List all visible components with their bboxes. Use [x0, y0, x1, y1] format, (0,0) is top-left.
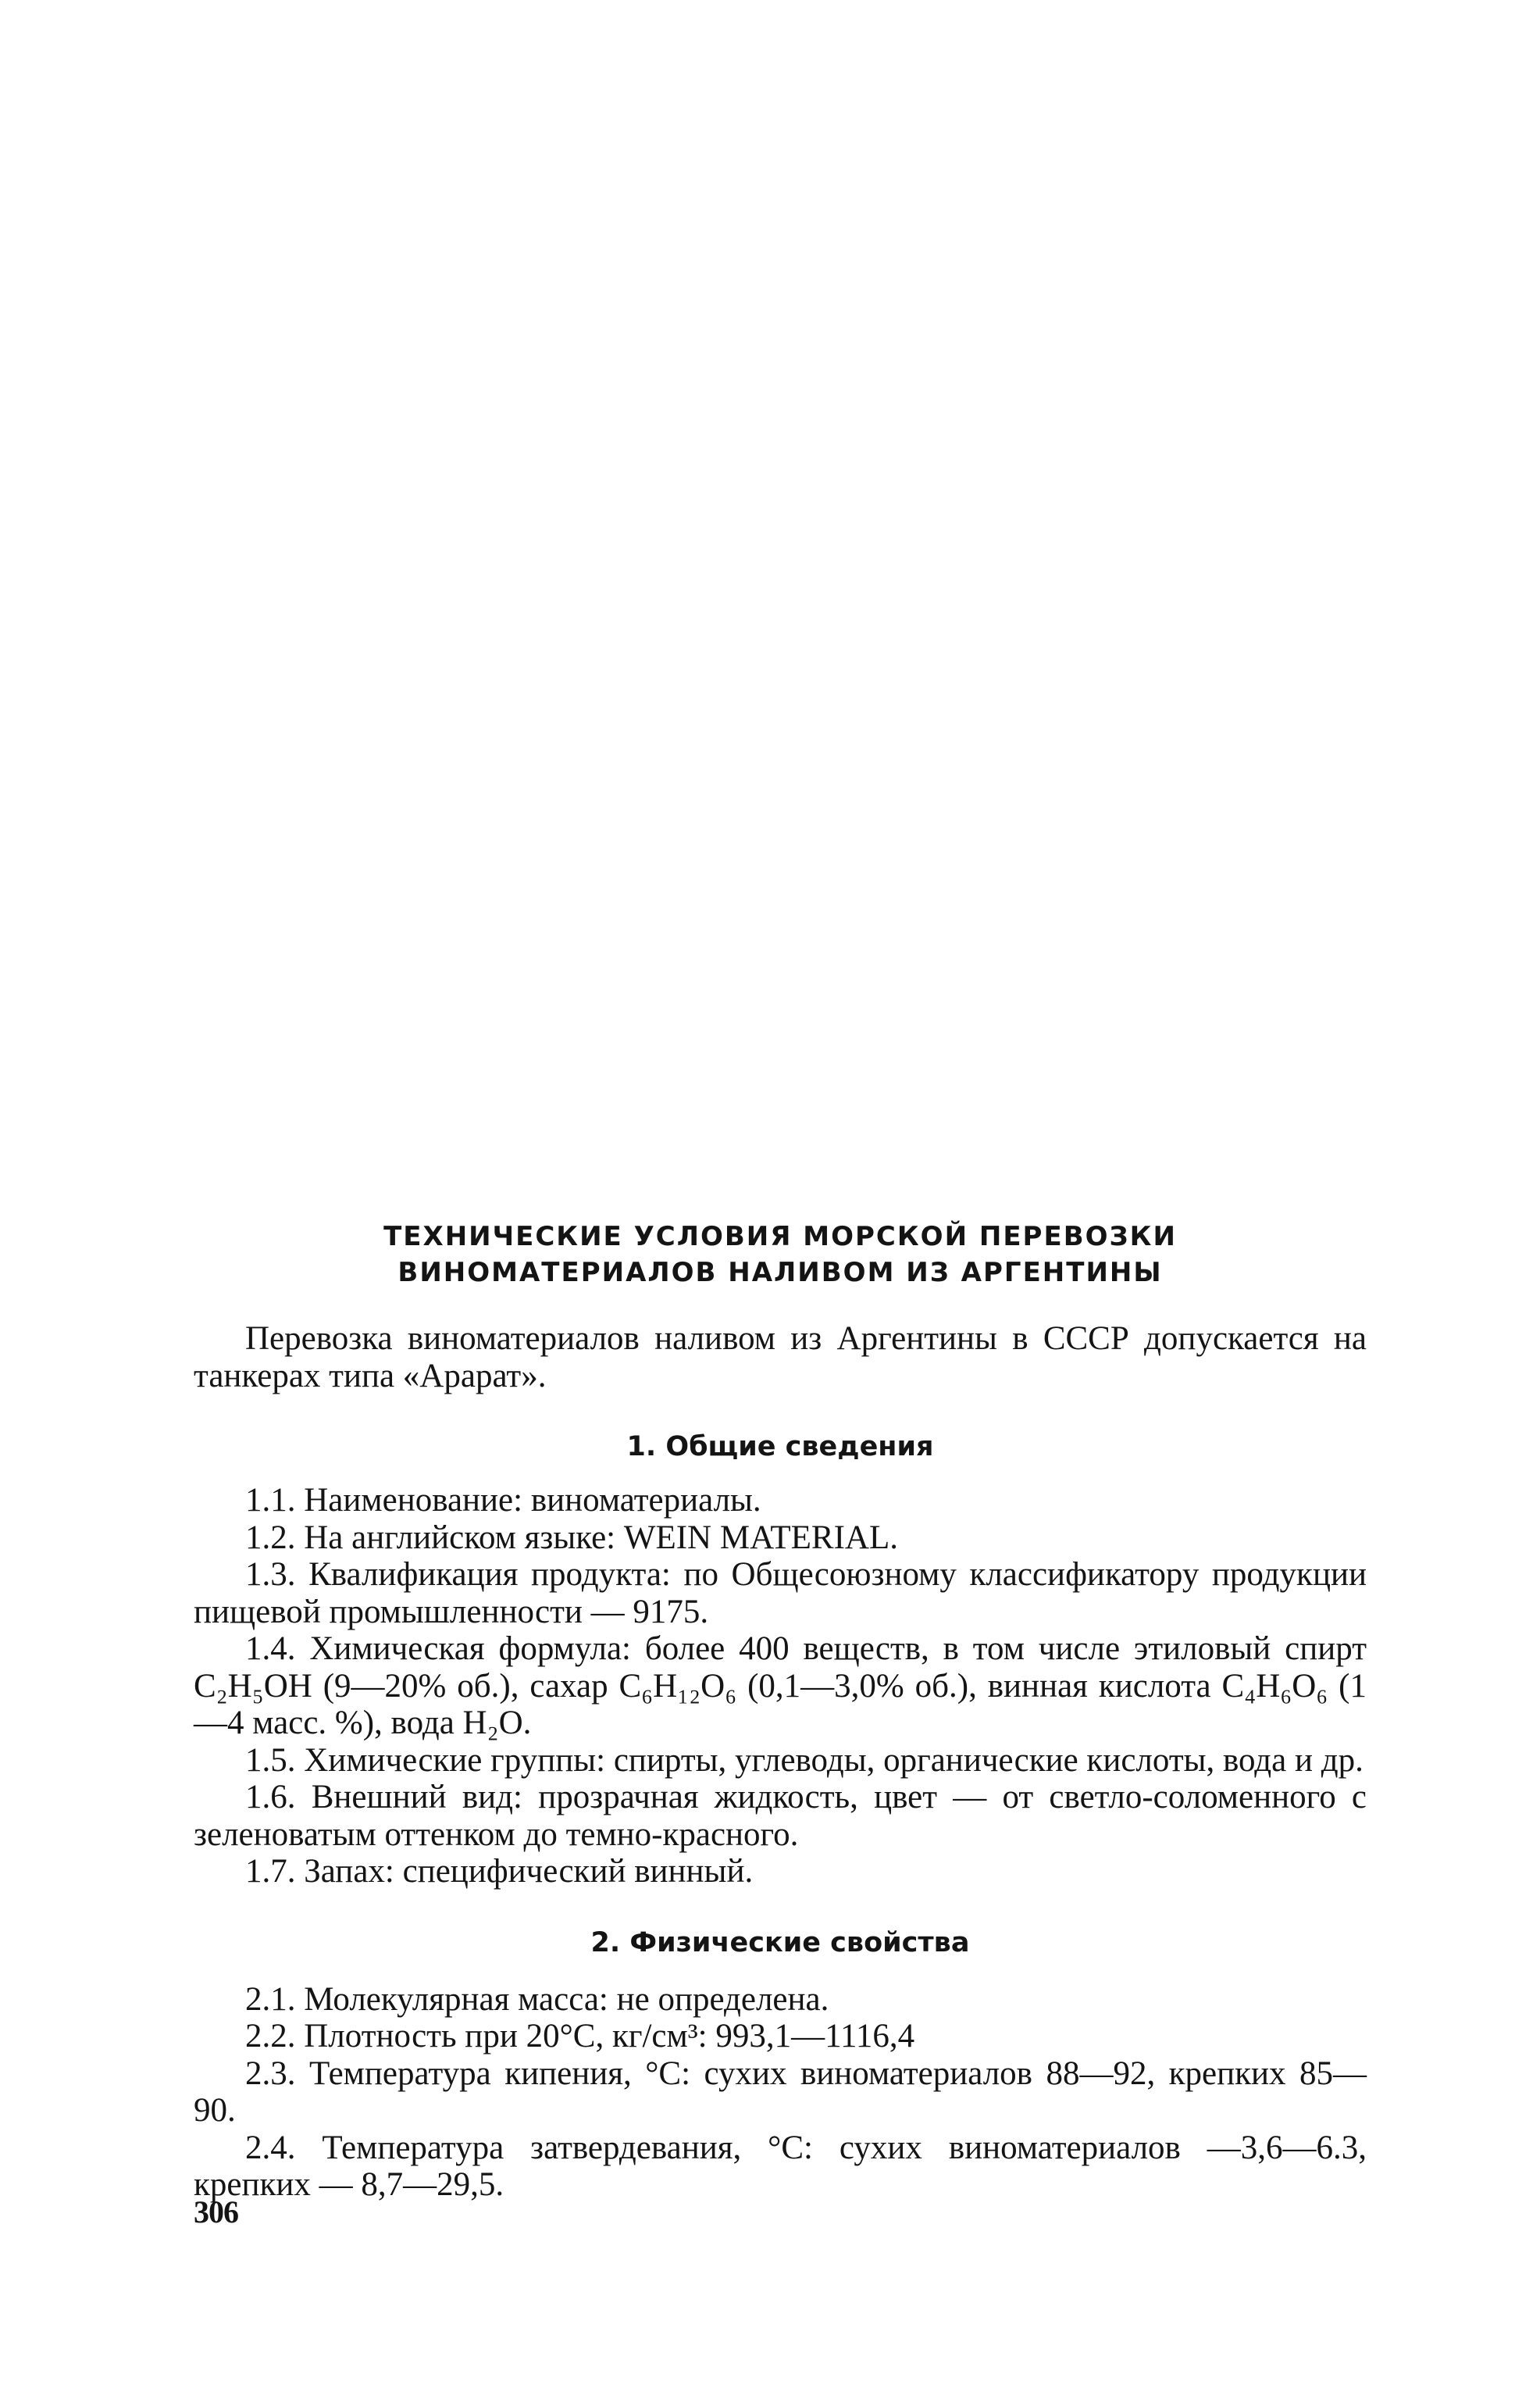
section-1-heading: 1. Общие сведения: [626, 1431, 934, 1462]
item-1-2: 1.2. На английском языке: WEIN MATERIAL.: [245, 1519, 898, 1556]
intro-paragraph: Перевозка виноматериалов наливом из Аргентины в СССР допускается на танкерах типа «Арарат».: [194, 1320, 1367, 1394]
item-2-3: 2.3. Температура кипения, °С: сухих виноматериалов 88—92, крепких 85—90.: [194, 2055, 1367, 2129]
item-2-4: 2.4. Температура затвердевания, °С: сухих виноматериалов —3,6—6.3, крепких — 8,7—29,5.: [194, 2129, 1367, 2203]
item-1-4: 1.4. Химическая формула: более 400 веществ, в том числе этиловый спирт C₂H₅OH (9—20% об.), сахар C₆H₁₂O₆ (0,1—3,0% об.), винная кислота C₄H₆O₆ (1—4 масс. %), вода H₂O.: [194, 1630, 1367, 1741]
item-1-3: 1.3. Квалификация продукта: по Общесоюзному классификатору продукции пищевой промышленности — 9175.: [194, 1556, 1367, 1630]
item-1-6: 1.6. Внешний вид: прозрачная жидкость, цвет — от светло-соломенного с зеленоватым оттенком до темно-красного.: [194, 1779, 1367, 1853]
page-number: 306: [194, 2194, 238, 2229]
section-2-heading: 2. Физические свойства: [590, 1926, 970, 1958]
item-2-1: 2.1. Молекулярная масса: не определена.: [245, 1980, 829, 2018]
title-line-2: ВИНОМАТЕРИАЛОВ НАЛИВОМ ИЗ АРГЕНТИНЫ: [397, 1257, 1163, 1288]
item-1-7: 1.7. Запах: специфический винный.: [245, 1853, 754, 1890]
title-line-1: ТЕХНИЧЕСКИЕ УСЛОВИЯ МОРСКОЙ ПЕРЕВОЗКИ: [383, 1221, 1177, 1252]
document-body: [194, 1219, 1367, 2204]
item-1-5: 1.5. Химические группы: спирты, углеводы, органические кислоты, вода и др.: [245, 1741, 1364, 1779]
item-1-1: 1.1. Наименование: виноматериалы.: [245, 1482, 761, 1519]
document-title: [194, 1219, 1367, 1291]
item-2-2: 2.2. Плотность при 20°С, кг/см³: 993,1—1116,4: [245, 2018, 915, 2055]
